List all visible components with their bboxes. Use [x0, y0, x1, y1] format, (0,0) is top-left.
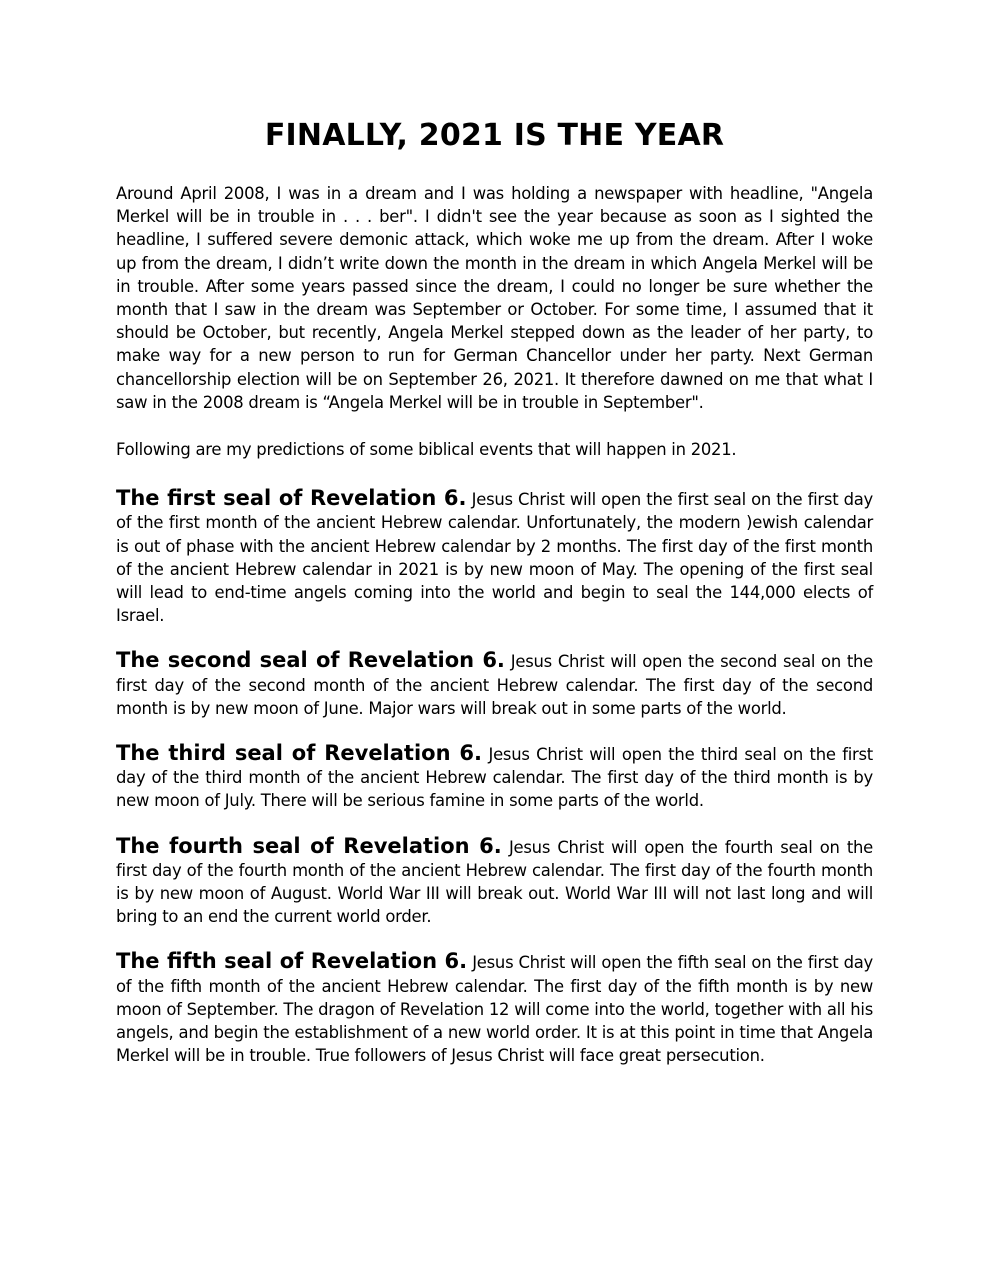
seal-paragraph-fourth	[116, 835, 873, 929]
seal-body: Jesus Christ will open the fifth seal on the first day of the fifth month of the ancient Hebrew calendar. The first day of the fifth month is by new moon of September. The dragon of Revelation 12 will come into the world, together with all his angels, and begin the establishment of a new world order. It is at this point in time that Angela Merkel will be in trouble. True followers of Jesus Christ will face great persecution.	[116, 953, 873, 1066]
seal-heading: The third seal of Revelation 6.	[116, 741, 482, 766]
seal-heading: The fourth seal of Revelation 6.	[116, 833, 502, 858]
followup-paragraph: Following are my predictions of some biblical events that will happen in 2021.	[116, 440, 737, 460]
seal-paragraph-second	[116, 649, 873, 720]
document-page	[116, 116, 873, 1090]
seal-paragraph-third	[116, 742, 873, 813]
seal-paragraph-first	[116, 487, 873, 627]
seal-body: Jesus Christ will open the third seal on the first day of the third month of the ancient Hebrew calendar. The first day of the third month is by new moon of July. There will be serious famine in some parts of the world.	[116, 745, 873, 811]
seal-body: Jesus Christ will open the first seal on the first day of the first month of the ancient Hebrew calendar. Unfortunately, the modern )ewish calendar is out of phase with the ancient Hebrew calendar by 2 months. The first day of the first month of the ancient Hebrew calendar in 2021 is by new moon of May. The opening of the first seal will lead to end-time angels coming into the world and begin to seal the 144,000 elects of Israel.	[116, 490, 874, 626]
document-title: FINALLY, 2021 IS THE YEAR	[264, 118, 725, 153]
seal-heading: The first seal of Revelation 6.	[116, 486, 467, 511]
intro-paragraph: Around April 2008, I was in a dream and I was holding a newspaper with headline, "Angela Merkel will be in trouble in . . . ber". I didn't see the year because as soon as I sighted the headline, I suffered severe demonic attack, which woke me up from the dream. After I woke up from the dream, I didn’t write down the month in the dream in which Angela Merkel will be in trouble. After some years passed since the dream, I could no longer be sure whether the month that I saw in the dream was September or October. For some time, I assumed that it should be October, but recently, Angela Merkel stepped down as the leader of her party, to make way for a new person to run for German Chancellor under her party. Next German chancellorship election will be on September 26, 2021. It therefore dawned on me that what I saw in the 2008 dream is “Angela Merkel will be in trouble in September".	[116, 184, 873, 412]
seal-body: Jesus Christ will open the fourth seal on the first day of the fourth month of the ancient Hebrew calendar. The first day of the fourth month is by new moon of August. World War III will break out. World War III will not last long and will bring to an end the current world order.	[116, 837, 874, 927]
seal-paragraph-fifth	[116, 950, 873, 1067]
seal-heading: The fifth seal of Revelation 6.	[116, 949, 468, 974]
seal-body: Jesus Christ will open the second seal on the first day of the second month of the ancient Hebrew calendar. The first day of the second month is by new moon of June. Major wars will break out in some parts of the world.	[116, 652, 874, 718]
seal-heading: The second seal of Revelation 6.	[116, 648, 505, 673]
